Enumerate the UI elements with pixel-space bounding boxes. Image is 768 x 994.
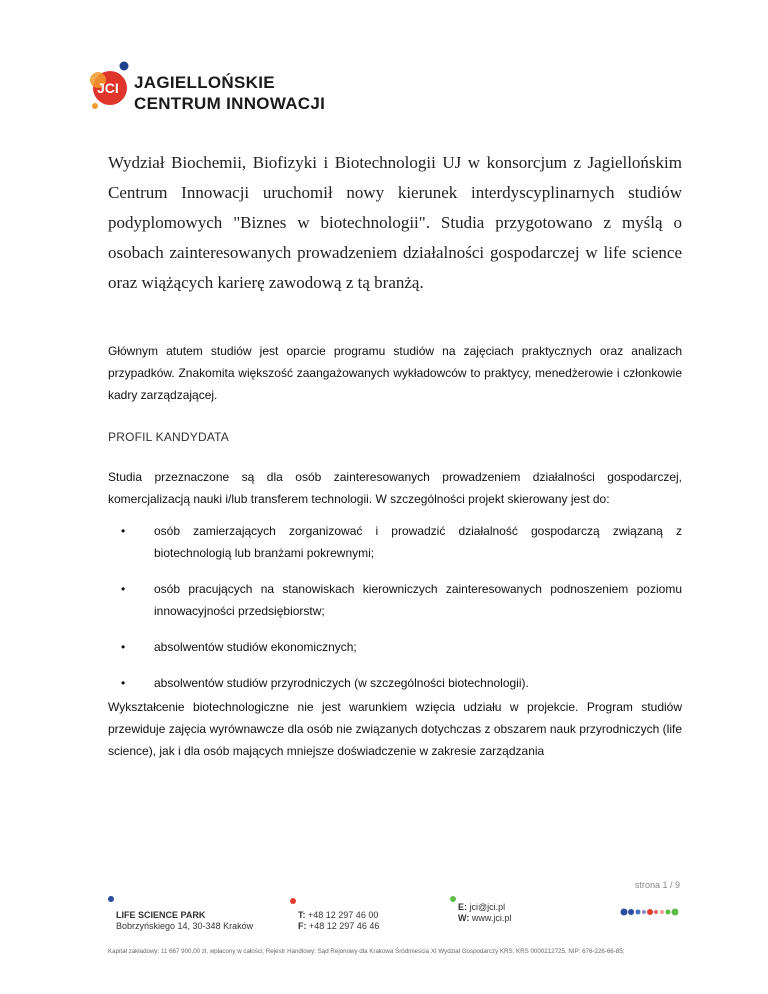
list-item: [108, 578, 682, 622]
footer-dot-icon: [290, 898, 296, 904]
footer-dot-icon: [450, 896, 456, 902]
main-advantage-paragraph: Głównym atutem studiów jest oparcie programu studiów na zajęciach praktycznych oraz analizach przypadków. Znakomita większość zaangażowanych wykładowców to praktycy, menedżerowie i członkowie kadry zarządzającej.: [108, 344, 682, 402]
logo-wordmark: [134, 72, 325, 114]
intro-paragraph: Wydział Biochemii, Biofizyki i Biotechnologii UJ w konsorcjum z Jagiellońskim Centrum Innowacji uruchomił nowy kierunek interdyscyplinarnych studiów podyplomowych "Biznes w biotechnologii". Studia przygotowano z myślą o osobach zainteresowanych prowadzeniem działalności gospodarczej w life science oraz wiążących karierę zawodową z tą branżą.: [108, 153, 682, 292]
fax-label: F:: [298, 921, 307, 931]
bullet-icon: •: [121, 676, 126, 690]
list-item: [108, 672, 682, 694]
list-item: [108, 636, 682, 658]
email-label: E:: [458, 902, 467, 912]
audience-paragraph: Studia przeznaczone są dla osób zainteresowanych prowadzeniem działalności gospodarczej, komercjalizacją nauki i/lub transferem technologii. W szczególności projekt skierowany jest do:: [108, 470, 682, 506]
list-item-text: osób zamierzających zorganizować i prowadzić działalność gospodarczą związaną z biotechnologią lub branżami pokrewnymi;: [154, 524, 682, 560]
footer-address-block: [116, 910, 253, 932]
page-number: strona 1 / 9: [634, 880, 680, 890]
legal-notice: Kapitał zakładowy: 11 667 900,00 zł, wpłacony w całości; Rejestr Handlowy: Sąd Rejonowy dla Krakowa Śródmieścia XI Wydział Gospodarczy KRS; KRS 0000212725, NIP: 676-226-66-85;: [108, 948, 625, 955]
phone-label: T:: [298, 910, 306, 920]
footer-dot-icon: [108, 896, 114, 902]
list-item: [108, 520, 682, 564]
education-paragraph: Wykształcenie biotechnologiczne nie jest warunkiem wzięcia udziału w projekcie. Program studiów przewiduje zajęcia wyrównawcze dla osób nie związanych dotychczas z obszarem nauk przyrodniczych (life science), jak i dla osób mających mniejsze doświadczenie w zakresie zarządzania: [108, 700, 682, 758]
fax-number: +48 12 297 46 46: [309, 921, 380, 931]
bullet-icon: •: [121, 524, 126, 538]
list-item-text: absolwentów studiów przyrodniczych (w szczególności biotechnologii).: [154, 676, 529, 690]
section-title: PROFIL KANDYDATA: [108, 430, 229, 444]
park-name: LIFE SCIENCE PARK: [116, 910, 206, 920]
list-item-text: osób pracujących na stanowiskach kierowniczych zainteresowanych podnoszeniem poziomu innowacyjności przedsiębiorstw;: [154, 582, 682, 618]
logo-line-2: CENTRUM INNOWACJI: [134, 94, 326, 113]
svg-text:JCI: JCI: [97, 80, 119, 96]
park-address: Bobrzyńskiego 14, 30-348 Kraków: [116, 921, 254, 931]
logo-line-1: JAGIELLOŃSKIE: [134, 73, 275, 92]
color-dots-icon: [620, 908, 680, 916]
bullet-icon: •: [121, 640, 126, 654]
web-link[interactable]: www.jci.pl: [471, 913, 512, 923]
list-item-text: absolwentów studiów ekonomicznych;: [154, 640, 357, 654]
jci-logo-mark: [90, 60, 134, 116]
footer-phone-block: [298, 910, 379, 932]
candidate-list: [108, 520, 682, 708]
phone-number: +48 12 297 46 00: [308, 910, 379, 920]
web-label: W:: [458, 913, 470, 923]
bullet-icon: •: [121, 582, 126, 596]
email-link[interactable]: jci@jci.pl: [469, 902, 506, 912]
footer-contact-block: [458, 902, 511, 924]
jci-logo: [90, 60, 326, 130]
footer: [108, 896, 688, 946]
